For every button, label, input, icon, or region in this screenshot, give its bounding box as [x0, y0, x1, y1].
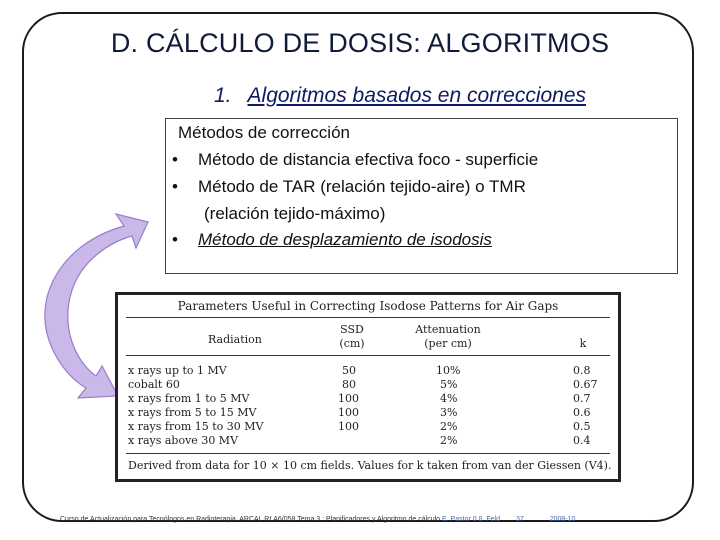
cell-k: 0.67: [573, 378, 598, 391]
cell-radiation: cobalt 60: [128, 378, 180, 391]
header-k: k: [579, 337, 587, 350]
cell-k: 0.8: [573, 364, 591, 377]
cell-attenuation: 2%: [440, 420, 458, 433]
header-attenuation-unit: (per cm): [424, 337, 472, 350]
footer-page: 37: [515, 516, 524, 523]
method-item-1: Método de distancia efectiva foco - superficie: [198, 150, 539, 169]
footer-year: 2008-10: [549, 516, 576, 523]
method-item-2-cont: (relación tejido-máximo): [204, 204, 386, 223]
cell-attenuation: 3%: [440, 406, 458, 419]
footer-author: E. Pastor: [442, 516, 471, 523]
cell-radiation: x rays from 1 to 5 MV: [128, 392, 250, 405]
methods-box: [165, 118, 678, 274]
cell-ssd: 50: [342, 364, 356, 377]
table-title: Parameters Useful in Correcting Isodose Patterns for Air Gaps: [177, 299, 559, 313]
cell-ssd: 100: [338, 406, 359, 419]
bullet-icon: •: [172, 230, 178, 249]
cell-ssd: 100: [338, 392, 359, 405]
cell-k: 0.5: [573, 420, 591, 433]
slide-title: D. CÁLCULO DE DOSIS: ALGORITMOS: [110, 28, 610, 58]
cell-radiation: x rays above 30 MV: [128, 434, 239, 447]
table-rule-bottom: [126, 453, 610, 454]
cell-attenuation: 4%: [440, 392, 458, 405]
cell-ssd: 80: [342, 378, 356, 391]
cell-radiation: x rays from 15 to 30 MV: [128, 420, 264, 433]
cell-k: 0.7: [573, 392, 591, 405]
cell-k: 0.4: [573, 434, 591, 447]
bullet-icon: •: [172, 150, 178, 169]
air-gap-table: [115, 292, 621, 482]
cell-k: 0.6: [573, 406, 591, 419]
subtitle-text: Algoritmos basados en correcciones: [247, 84, 587, 107]
method-item-3: Método de desplazamiento de isodosis: [198, 230, 492, 249]
slide-subtitle: [214, 84, 586, 108]
cell-attenuation: 5%: [440, 378, 458, 391]
cell-radiation: x rays from 5 to 15 MV: [128, 406, 257, 419]
table-rule-header: [126, 355, 610, 356]
methods-heading: Métodos de corrección: [178, 123, 350, 142]
footer-course-text: Curso de Actualización para Tecnólogos en Radioterapia. ARCAL RLA6/058 Tema 3 : Planificadores y Algoritmo de cálculo: [60, 516, 441, 523]
header-radiation: Radiation: [208, 333, 262, 346]
cell-radiation: x rays up to 1 MV: [128, 364, 227, 377]
subtitle-number: 1.: [214, 84, 232, 107]
header-attenuation: Attenuation: [415, 323, 481, 336]
method-item-2: Método de TAR (relación tejido-aire) o TMR: [198, 177, 526, 196]
table-footnote: Derived from data for 10 × 10 cm fields. Values for k taken from van der Giessen (V4).: [128, 459, 612, 472]
cell-attenuation: 2%: [440, 434, 458, 447]
table-rule-top: [126, 317, 610, 318]
slide-footer: [60, 516, 575, 523]
bullet-icon: •: [172, 177, 178, 196]
cell-attenuation: 10%: [436, 364, 461, 377]
footer-date-label: 0.8. Feld: [472, 516, 500, 523]
header-ssd-unit: (cm): [339, 337, 365, 350]
header-ssd: SSD: [340, 323, 364, 336]
cell-ssd: 100: [338, 420, 359, 433]
